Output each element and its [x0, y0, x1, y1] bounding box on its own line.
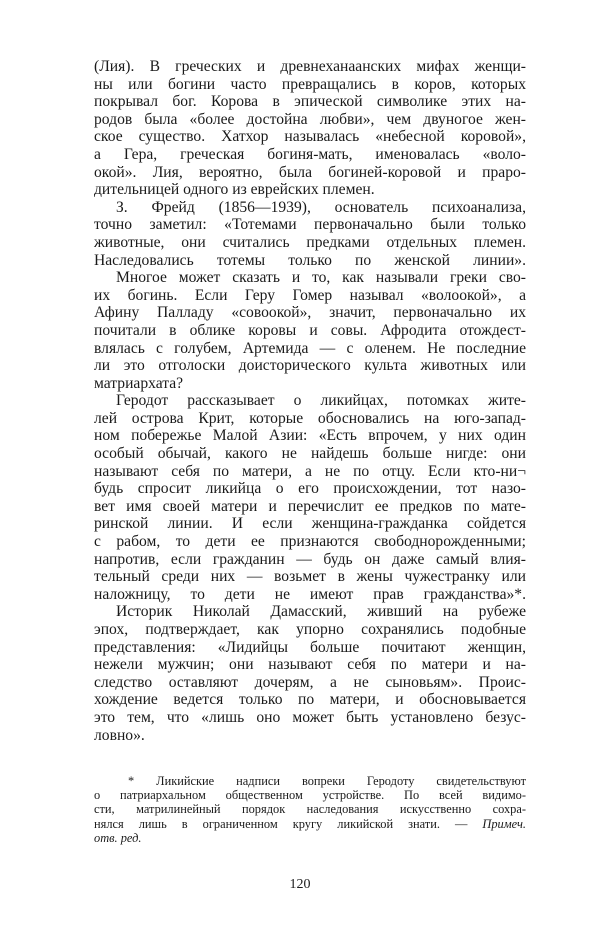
text-line: ское существо. Хатхор называлась «небесной коровой», [94, 128, 526, 146]
text-line: тельный среди них — возьмет в жены чужестранку или [94, 568, 526, 586]
text-line: представления: «Лидийцы больше почитают женщин, [94, 638, 526, 656]
text-line: дительницей одного из еврейских племен. [94, 181, 375, 199]
text-line: называют себя по матери, а не по отцу. Если кто-ни¬ [94, 462, 526, 480]
text-line: а Гера, греческая богиня-мать, именовалась «воло- [94, 145, 526, 163]
text-line: напротив, если гражданин — будь он даже самый влия- [94, 550, 526, 568]
text-line: родов была «более достойна любви», чем двуногое жен- [94, 110, 526, 128]
text-line: нежели мужчин; они называют себя по матери и на- [94, 656, 526, 674]
text-line: ны или богини часто превращались в коров, которых [94, 75, 526, 93]
text-line: З. Фрейд (1856—1939), основатель психоанализа, [116, 198, 526, 216]
text-line: точно заметил: «Тотемами первоначально были только [94, 216, 526, 234]
text-line: (Лия). В греческих и древнеханаанских мифах женщи- [94, 58, 526, 75]
text-line: особый обычай, какого не найдешь больше нигде: они [94, 445, 526, 463]
text-line: лей острова Крит, которые обосновались на юго-запад- [94, 409, 526, 427]
text-line: их богинь. Если Геру Гомер называл «волоокой», а [94, 286, 526, 304]
footnote-line: * Ликийские надписи вопреки Геродоту свидетельствуют [128, 774, 526, 788]
editor-note-label: отв. ред. [94, 830, 142, 845]
footnote-line [94, 817, 526, 831]
text-line: ловно». [94, 726, 145, 744]
footnote-line: о патриархальном общественном устройстве. По всей видимо- [94, 788, 526, 803]
text-line: Афину Палладу «совоокой», значит, первоначально их [94, 304, 526, 322]
text-line: эпох, подтверждает, как упорно сохранялись подобные [94, 621, 526, 638]
text-line: наложницу, то дети не имеют прав гражданства»*. [94, 585, 526, 603]
editor-note-label: Примеч. [482, 816, 526, 831]
text-line: покрывал бог. Корова в эпической символике этих на- [94, 93, 526, 111]
text-line: Геродот рассказывает о ликийцах, потомках жите- [116, 392, 526, 410]
text-line: следство оставляют дочерям, а не сыновьям». Проис- [94, 673, 526, 691]
text-line: ном побережье Малой Азии: «Есть впрочем, у них один [94, 427, 526, 445]
text-line: матриархата? [94, 374, 184, 392]
text-line: хождение ведется только по матери, и обосновывается [94, 691, 526, 709]
text-line: Наследовались тотемы только по женской линии». [94, 251, 526, 269]
text-line: с рабом, то дети ее признаются свободнорожденными; [94, 533, 526, 551]
text-line: почитали в облике коровы и совы. Афродита отождест- [94, 321, 526, 339]
page-number: 120 [289, 877, 311, 892]
text-line: вет имя своей матери и перечислит ее предков по мате- [94, 497, 526, 515]
text-line: Историк Николай Дамасский, живший на рубеже [116, 603, 526, 621]
footnote [94, 774, 526, 845]
footnote-line [94, 831, 526, 845]
text-line: влялась с голубем, Артемида — с оленем. Не последние [94, 339, 526, 357]
footnote-line: сти, матрилинейный порядок наследования искусственно сохра- [94, 802, 526, 817]
text-line: окой». Лия, вероятно, была богиней-коровой и прaро- [94, 163, 526, 181]
main-text [94, 58, 526, 744]
text-line: животные, они считались предками отдельных племен. [94, 233, 526, 251]
text-line: будь спросит ликийца о его происхождении, тот назо- [94, 480, 526, 498]
text-line: ли это отголоски доисторического культа животных или [94, 357, 526, 375]
text-line: Многое может сказать и то, как называли греки сво- [116, 269, 526, 287]
footnote-line-text: нялся лишь в ограниченном кругу ликийской знати. — [94, 816, 468, 831]
text-line: ринской линии. И если женщина-гражданка сойдется [94, 515, 526, 533]
text-line: это тем, что «лишь оно может быть установлено безус- [94, 708, 526, 726]
